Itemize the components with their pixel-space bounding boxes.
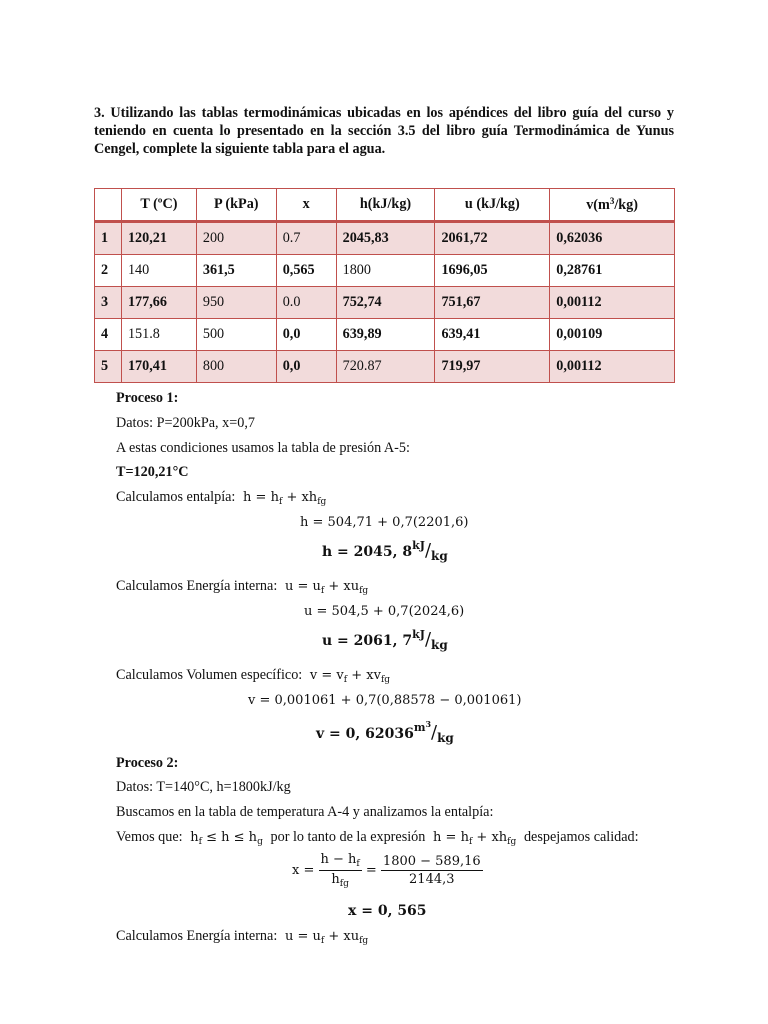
proc2-energy-line: Calculamos Energía interna: $u = u_f + xu_{fg}$ <box>116 928 369 946</box>
table-cell: 120,21 <box>121 222 196 255</box>
table-cell: 800 <box>196 351 276 383</box>
table-cell: 2061,72 <box>435 222 550 255</box>
proc1-ener-label: Calculamos Energía interna: <box>116 578 278 594</box>
proc2-tabla: Buscamos en la tabla de temperatura A-4 y analizamos la entalpía: <box>116 804 494 820</box>
proc1-vol-result: v = 0, $62036^{m^3}/kg$ <box>316 719 454 745</box>
table-cell: 639,41 <box>435 319 550 351</box>
proc2-x-result: x = 0, 565 <box>348 903 427 919</box>
proc1-ener-result: u = 2061, $7^{kJ}/kg$ <box>322 628 448 652</box>
table-cell: 719,97 <box>435 351 550 383</box>
header-temperature: T (ºC) <box>121 189 196 222</box>
proc1-enthalpy-line: Calculamos entalpía: $h = h_f + xh_{fg}$ <box>116 489 327 507</box>
table-cell: 151.8 <box>121 319 196 351</box>
table-cell: 3 <box>95 287 122 319</box>
table-cell: 2 <box>95 255 122 287</box>
proc2-quality-formula: x = $\frac{h - h_f}{h_{fg}}$ = $\frac{1800 - 589,16}{2144,3}$ <box>292 852 481 889</box>
header-enthalpy: h(kJ/kg) <box>336 189 435 222</box>
table-cell: 4 <box>95 319 122 351</box>
table-cell: 1800 <box>336 255 435 287</box>
proc1-datos: Datos: P=200kPa, x=0,7 <box>116 415 255 431</box>
table-cell: 950 <box>196 287 276 319</box>
proc1-ent-calc: h = 504,71 + 0,7(2201,6) <box>300 515 469 530</box>
table-cell: 2045,83 <box>336 222 435 255</box>
table-cell: 639,89 <box>336 319 435 351</box>
header-pressure: P (kPa) <box>196 189 276 222</box>
header-specific-volume: $v(m^3/kg)$ <box>550 189 675 222</box>
table-cell: 1696,05 <box>435 255 550 287</box>
question-text: 3. Utilizando las tablas termodinámicas ubicadas en los apéndices del libro guía del curso y teniendo en cuenta lo presentado en la sección 3.5 del libro guía Termodinámica de Yunus Cengel, complete la siguiente tabla para el agua. <box>94 105 674 157</box>
proc1-volume-line: Calculamos Volumen específico: $v = v_f + xv_{fg}$ <box>116 667 391 685</box>
header-internal-energy: u (kJ/kg) <box>435 189 550 222</box>
table-cell: 720.87 <box>336 351 435 383</box>
table-cell: 177,66 <box>121 287 196 319</box>
table-cell: 500 <box>196 319 276 351</box>
table-cell: 361,5 <box>196 255 276 287</box>
header-quality: x <box>276 189 336 222</box>
proc1-vol-label: Calculamos Volumen específico: <box>116 667 303 683</box>
proc1-ent-label: Calculamos entalpía: <box>116 489 236 505</box>
proc1-tabla: A estas condiciones usamos la tabla de presión A-5: <box>116 440 410 456</box>
table-cell: 0,0 <box>276 351 336 383</box>
table-cell: 170,41 <box>121 351 196 383</box>
table-cell: 1 <box>95 222 122 255</box>
table-cell: 0,28761 <box>550 255 675 287</box>
solution-body <box>116 0 716 1024</box>
proc2-vemos-line: Vemos que: $h_f \le h \le h_g$ por lo tanto de la expresión $h = h_f + xh_{fg}$ despejamos calidad: <box>116 829 639 847</box>
table-cell: 200 <box>196 222 276 255</box>
table-cell: 0,565 <box>276 255 336 287</box>
proc1-ent-result: h = 2045, $8^{kJ}/kg$ <box>322 539 448 563</box>
proc1-vol-calc: v = 0,001061 + 0,7(0,88578 − 0,001061) <box>248 693 522 708</box>
table-cell: 140 <box>121 255 196 287</box>
table-cell: 0,00109 <box>550 319 675 351</box>
proc1-temp: T=120,21°C <box>116 464 189 480</box>
table-cell: 0,62036 <box>550 222 675 255</box>
table-cell: 0,00112 <box>550 351 675 383</box>
proc2-title: Proceso 2: <box>116 755 179 771</box>
table-cell: 0,00112 <box>550 287 675 319</box>
table-cell: 751,67 <box>435 287 550 319</box>
proc1-energy-line: Calculamos Energía interna: $u = u_f + xu_{fg}$ <box>116 578 369 596</box>
proc1-ener-calc: u = 504,5 + 0,7(2024,6) <box>304 604 465 619</box>
proc1-title: Proceso 1: <box>116 390 179 406</box>
proc2-datos: Datos: T=140°C, h=1800kJ/kg <box>116 779 291 795</box>
table-cell: 752,74 <box>336 287 435 319</box>
table-cell: 0,0 <box>276 319 336 351</box>
table-cell: 0.7 <box>276 222 336 255</box>
table-cell: 5 <box>95 351 122 383</box>
table-cell: 0.0 <box>276 287 336 319</box>
